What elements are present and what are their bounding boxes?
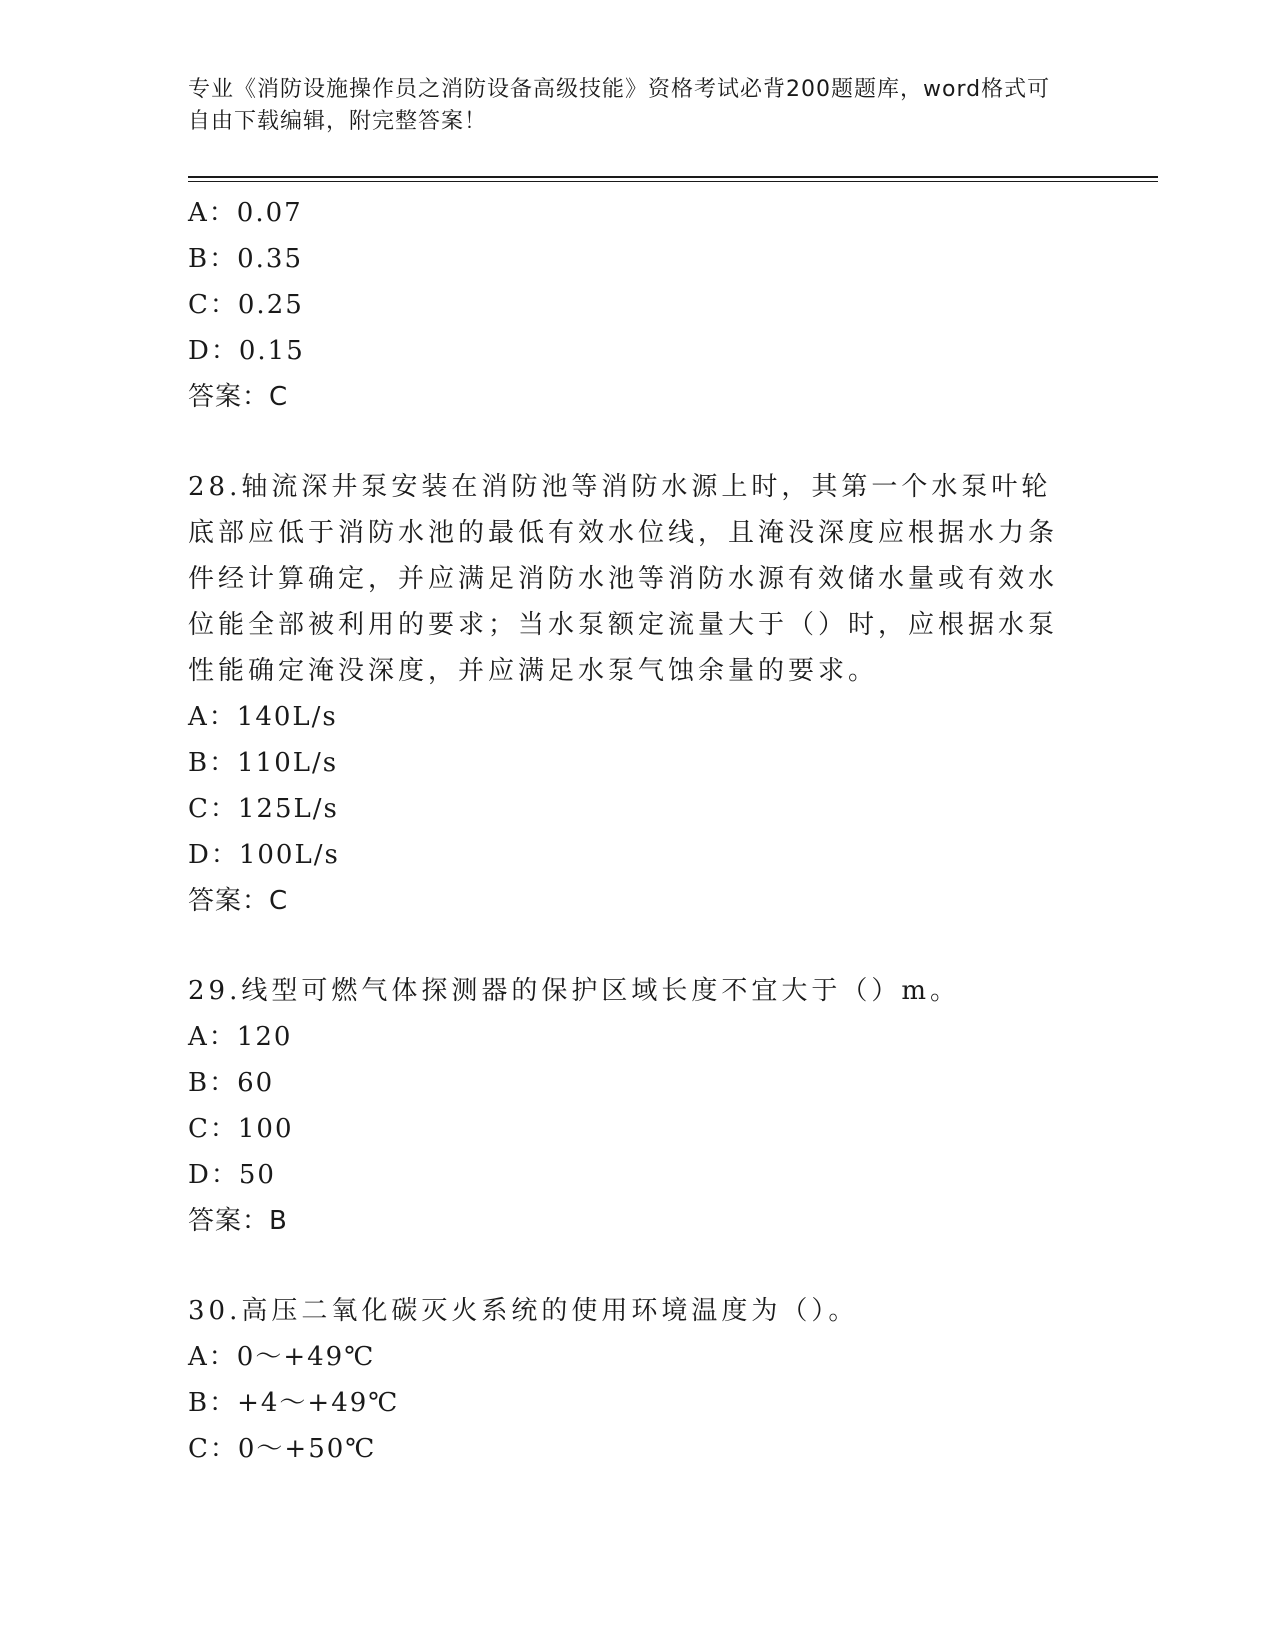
- option-b: B：60: [188, 1068, 275, 1098]
- option-a: A：140L/s: [188, 702, 338, 732]
- option-d: D：100L/s: [188, 840, 340, 870]
- answer: 答案：B: [188, 1206, 288, 1236]
- document-header: 专业《消防设施操作员之消防设备高级技能》资格考试必背200题题库，word格式可自由下载编辑，附完整答案！: [188, 77, 1051, 134]
- question-gap: [188, 1244, 1088, 1288]
- option-a: A：0.07: [188, 198, 303, 228]
- answer: 答案：C: [188, 382, 289, 412]
- option-b: B：110L/s: [188, 748, 339, 778]
- option-b: B：+4～+49℃: [188, 1388, 400, 1418]
- option-d: D：0.15: [188, 336, 305, 366]
- question-27: [188, 190, 1088, 420]
- option-c: C：125L/s: [188, 794, 339, 824]
- option-b: B：0.35: [188, 244, 303, 274]
- question-stem: 29.线型可燃气体探测器的保护区域长度不宜大于（）m。: [188, 976, 961, 1006]
- header-rule-top: [188, 176, 1158, 178]
- question-gap: [188, 420, 1088, 464]
- question-29: [188, 968, 1088, 1244]
- question-list: [188, 190, 1088, 1472]
- option-c: C：0.25: [188, 290, 304, 320]
- question-28: [188, 464, 1088, 924]
- option-a: A：0～+49℃: [188, 1342, 376, 1372]
- header-rule-bottom: [188, 181, 1158, 182]
- answer: 答案：C: [188, 886, 289, 916]
- question-gap: [188, 924, 1088, 968]
- question-stem: 28.轴流深井泵安装在消防池等消防水源上时，其第一个水泵叶轮底部应低于消防水池的最低有效水位线，且淹没深度应根据水力条件经计算确定，并应满足消防水池等消防水源有效储水量或有效水位能全部被利用的要求；当水泵额定流量大于（）时，应根据水泵性能确定淹没深度，并应满足水泵气蚀余量的要求。: [188, 472, 1059, 686]
- option-a: A：120: [188, 1022, 293, 1052]
- question-30: [188, 1288, 1088, 1472]
- option-c: C：0～+50℃: [188, 1434, 377, 1464]
- option-c: C：100: [188, 1114, 294, 1144]
- option-d: D：50: [188, 1160, 276, 1190]
- question-stem: 30.高压二氧化碳灭火系统的使用环境温度为（）。: [188, 1296, 859, 1326]
